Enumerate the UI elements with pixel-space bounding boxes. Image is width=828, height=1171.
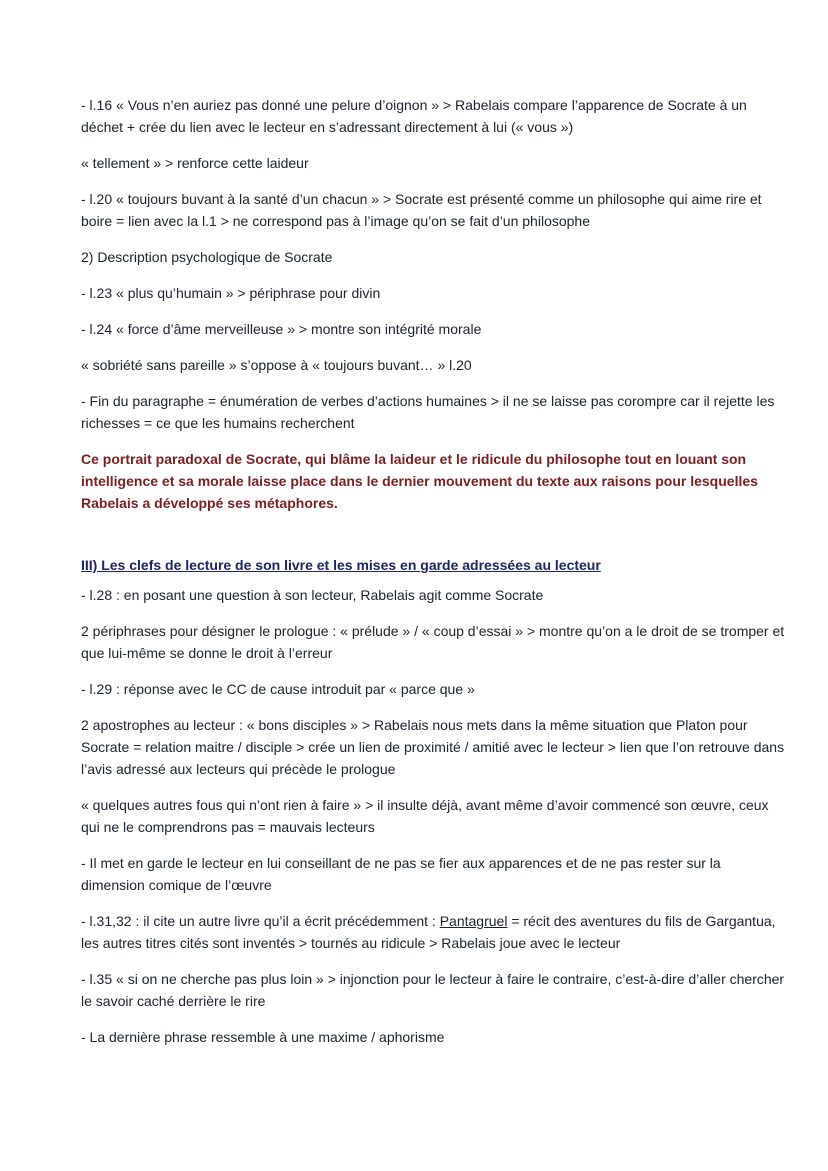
paragraph-l23: - l.23 « plus qu’humain » > périphrase pour divin (81, 285, 381, 301)
paragraph-fin: - Fin du paragraphe = énumération de verbes d’actions humaines > il ne se laisse pas corompre car il rejette les richesses = ce que les humains recherchent (81, 393, 775, 431)
transition-paragraph: Ce portrait paradoxal de Socrate, qui blâme la laideur et le ridicule du philosophe tout en louant son intelligence et sa morale laisse place dans le dernier mouvement du texte aux raisons pour lesquelles Rabelais a développé ses métaphores. (81, 451, 758, 511)
paragraph-sobriete: « sobriété sans pareille » s’oppose à « toujours buvant… » l.20 (81, 357, 472, 373)
paragraph-l28: - l.28 : en posant une question à son lecteur, Rabelais agit comme Socrate (81, 587, 544, 603)
paragraph-l16: - l.16 « Vous n’en auriez pas donné une pelure d’oignon » > Rabelais compare l’apparence de Socrate à un déchet + crée du lien avec le lecteur en s’adressant directement à lui (« vous ») (81, 97, 747, 135)
pantagruel-after: = récit des aventures du fils de Gargantua, les autres titres cités sont inventés > tournés au ridicule > Rabelais joue avec le lecteur (81, 913, 776, 951)
paragraph-l31-32 (81, 910, 788, 954)
paragraph-periphrases: 2 périphrases pour désigner le prologue : « prélude » / « coup d’essai » > montre qu’on a le droit de se tromper et que lui-même se donne le droit à l’erreur (81, 623, 785, 661)
section-3-heading: III) Les clefs de lecture de son livre et les mises en garde adressées au lecteur (81, 557, 601, 573)
paragraph-tellement: « tellement » > renforce cette laideur (81, 155, 309, 171)
paragraph-l20: - l.20 « toujours buvant à la santé d’un chacun » > Socrate est présenté comme un philosophe qui aime rire et boire = lien avec la l.1 > ne correspond pas à l’image qu’on se fait d’un philosophe (81, 191, 762, 229)
subheading-psychological: 2) Description psychologique de Socrate (81, 249, 333, 265)
paragraph-apostrophes: 2 apostrophes au lecteur : « bons disciples » > Rabelais nous mets dans la même situation que Platon pour Socrate = relation maitre / disciple > crée un lien de proximité / amitié avec le lecteur > lien que l’on retrouve dans l’avis adressé aux lecteurs qui précède le prologue (81, 717, 785, 777)
pantagruel-title: Pantagruel (439, 913, 508, 929)
paragraph-l29: - l.29 : réponse avec le CC de cause introduit par « parce que » (81, 681, 475, 697)
paragraph-mise-en-garde: - Il met en garde le lecteur en lui conseillant de ne pas se fier aux apparences et de ne pas rester sur la dimension comique de l’œuvre (81, 855, 721, 893)
paragraph-fous: « quelques autres fous qui n’ont rien à faire » > il insulte déjà, avant même d’avoir commencé son œuvre, ceux qui ne le comprendrons pas = mauvais lecteurs (81, 797, 769, 835)
paragraph-l24: - l.24 « force d’âme merveilleuse » > montre son intégrité morale (81, 321, 482, 337)
paragraph-derniere-phrase: - La dernière phrase ressemble à une maxime / aphorisme (81, 1029, 445, 1045)
paragraph-l35: - l.35 « si on ne cherche pas plus loin » > injonction pour le lecteur à faire le contraire, c’est-à-dire d’aller chercher le savoir caché derrière le rire (81, 971, 785, 1009)
pantagruel-before: - l.31,32 : il cite un autre livre qu’il a écrit précédemment : (81, 913, 440, 929)
